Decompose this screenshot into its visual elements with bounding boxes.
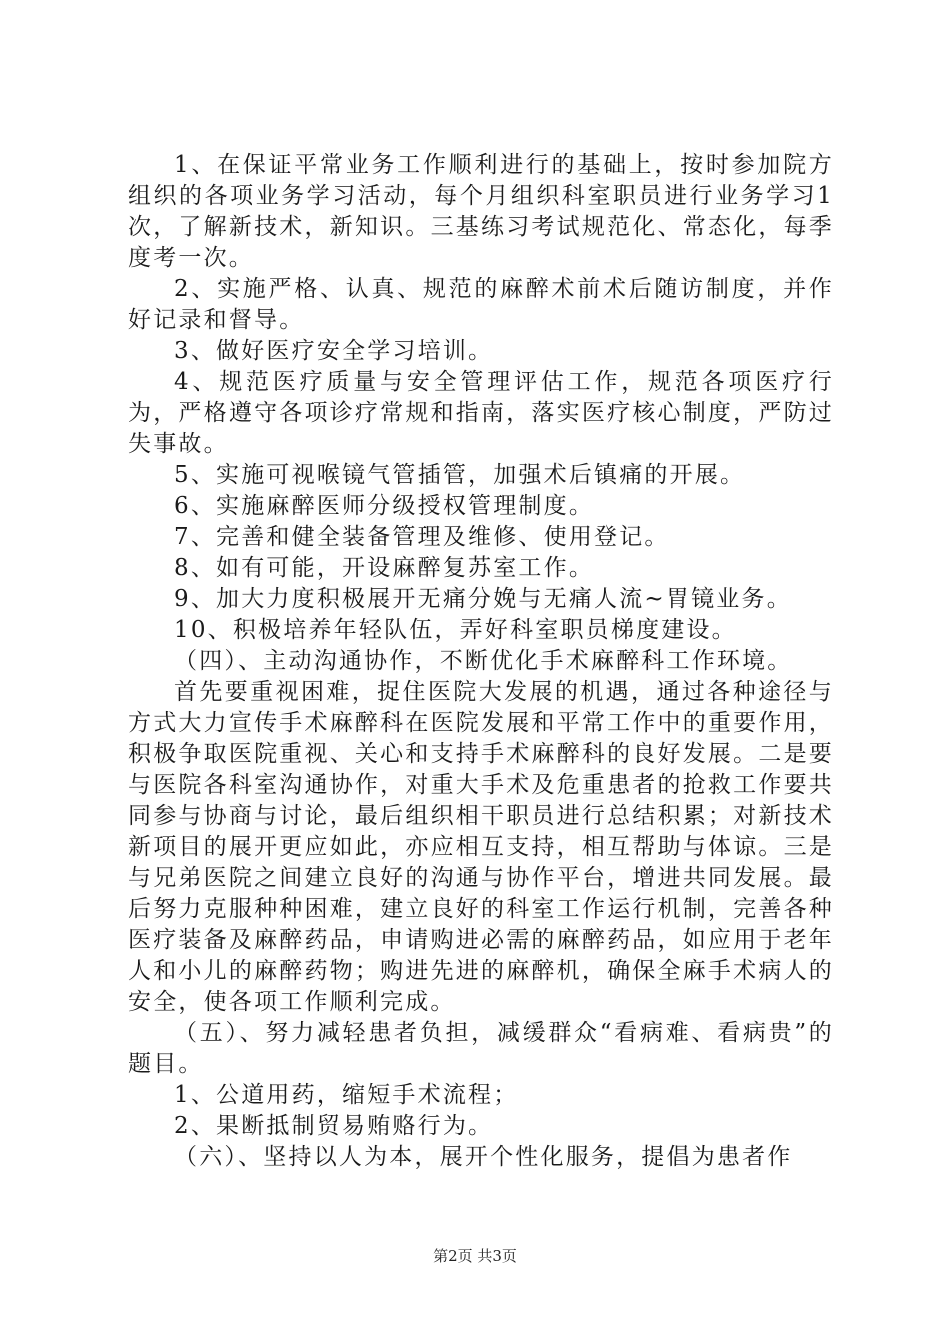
paragraph-item-7: 7、完善和健全装备管理及维修、使用登记。 [174,524,670,550]
section-heading-5: （五）、努力减轻患者负担，减缓群众“看病难、看病贵”的题目。 [128,1020,834,1077]
paragraph-item-4: 4、规范医疗质量与安全管理评估工作，规范各项医疗行为，严格遵守各项诊疗常规和指南，落实医疗核心制度，严防过失事故。 [128,369,834,457]
paragraph-item-3: 3、做好医疗安全学习培训。 [174,338,494,364]
paragraph-item-10: 10、积极培养年轻队伍，弄好科室职员梯度建设。 [174,617,737,643]
paragraph-item-8: 8、如有可能，开设麻醉复苏室工作。 [174,555,595,581]
section-heading-6: （六）、坚持以人为本，展开个性化服务，提倡为患者作 [174,1144,793,1170]
paragraph-reasonable-medication: 1、公道用药，缩短手术流程； [174,1082,519,1108]
paragraph-item-5: 5、实施可视喉镜气管插管，加强术后镇痛的开展。 [174,462,746,488]
paragraph-item-6: 6、实施麻醉医师分级授权管理制度。 [174,493,595,519]
paragraph-item-1: 1、在保证平常业务工作顺利进行的基础上，按时参加院方组织的各项业务学习活动，每个月组织科室职员进行业务学习1次，了解新技术，新知识。三基练习考试规范化、常态化，每季度考一次。 [128,152,834,271]
paragraph-item-9: 9、加大力度积极展开无痛分娩与无痛人流~胃镜业务。 [174,586,792,612]
document-body [128,150,834,1173]
paragraph-anti-bribery: 2、果断抵制贸易贿赂行为。 [174,1113,494,1139]
section-heading-4: （四）、主动沟通协作，不断优化手术麻醉科工作环境。 [174,648,793,674]
page-footer: 第2页 共3页 [433,1247,517,1265]
paragraph-item-2: 2、实施严格、认真、规范的麻醉术前术后随访制度，并作好记录和督导。 [128,276,834,333]
paragraph-communication: 首先要重视困难，捉住医院大发展的机遇，通过各种途径与方式大力宣传手术麻醉科在医院发展和平常工作中的重要作用，积极争取医院重视、关心和支持手术麻醉科的良好发展。二是要与医院各科室沟通协作，对重大手术及危重患者的抢救工作要共同参与协商与讨论，最后组织相干职员进行总结积累；对新技术新项目的展开更应如此，亦应相互支持，相互帮助与体谅。三是与兄弟医院之间建立良好的沟通与协作平台，增进共同发展。最后努力克服种种困难，建立良好的科室工作运行机制，完善各种医疗装备及麻醉药品，申请购进必需的麻醉药品，如应用于老年人和小儿的麻醉药物；购进先进的麻醉机，确保全麻手术病人的安全，使各项工作顺利完成。 [128,679,834,1015]
